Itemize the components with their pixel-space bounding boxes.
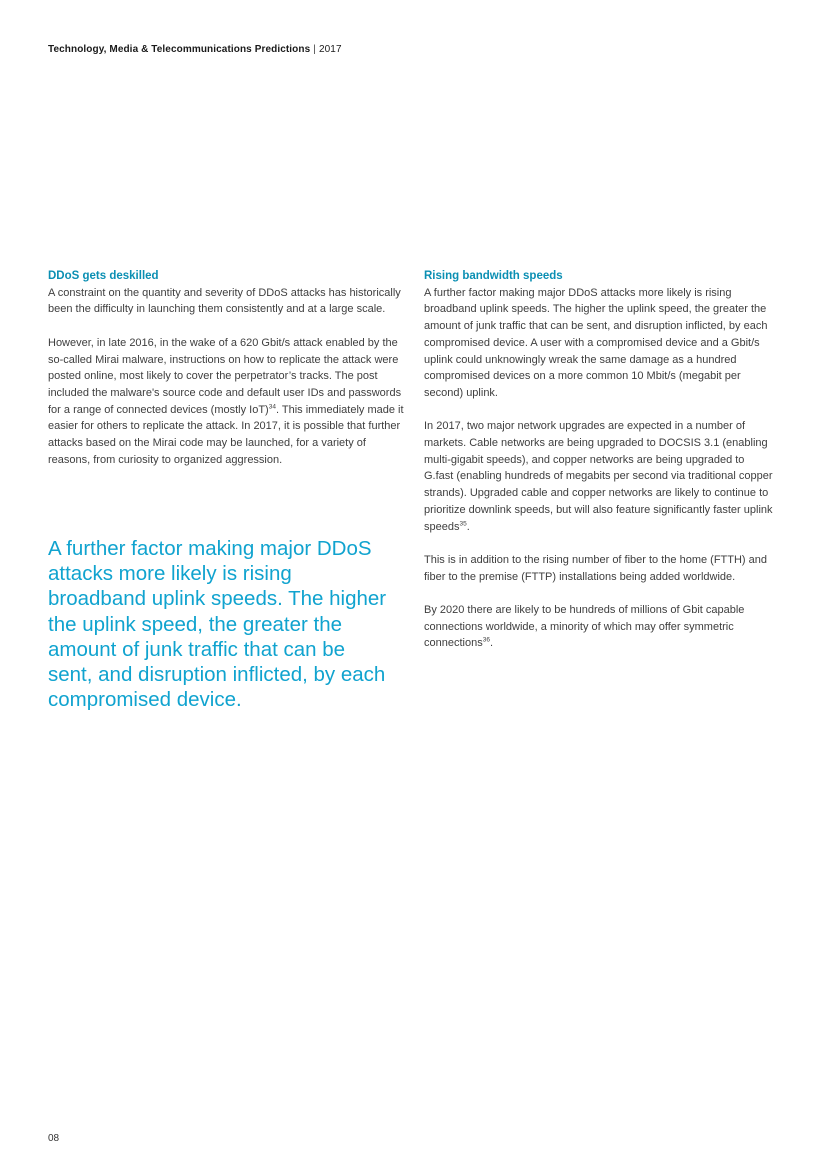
footnote-ref: 35 bbox=[459, 519, 467, 527]
section-heading-bandwidth-speeds: Rising bandwidth speeds bbox=[424, 270, 563, 282]
page-number: 08 bbox=[48, 1133, 60, 1144]
pull-quote: A further factor making major DDoS attacks more likely is rising broadband uplink speeds. The higher the uplink speed, the greater the amount of junk traffic that can be sent, and disruption inflicted, by each compromised device. bbox=[48, 537, 387, 712]
paragraph: A constraint on the quantity and severity of DDoS attacks has historically been the difficulty in launching them consistently and at a large scale. bbox=[48, 286, 401, 316]
paragraph-text: . This immediately made it easier for others to replicate the attack. In 2017, it is possible that further attacks based on the Mirai code may be launched, for a variety of reasons, from curiosity to organized aggression. bbox=[48, 403, 404, 466]
right-column bbox=[424, 268, 776, 669]
paragraph: A further factor making major DDoS attacks more likely is rising broadband uplink speeds. The higher the uplink speed, the greater the amount of junk traffic that can be sent, and disruption inflicted, by each compromised device. A user with a compromised device and a Gbit/s uplink could unknowingly wreak the same damage as a hundred compromised devices on a more common 10 Mbit/s (megabit per second) uplink. bbox=[424, 286, 768, 399]
paragraph-text: In 2017, two major network upgrades are expected in a number of markets. Cable networks are being upgraded to DOCSIS 3.1 (enabling multi-gigabit speeds), and copper networks are being upgraded to G.fast (enabling hundreds of megabits per second via traditional copper strands). Upgraded cable and copper networks are likely to continue to prioritize downlink speeds, but will also feature significantly faster uplink speeds bbox=[424, 420, 773, 533]
paragraph bbox=[424, 418, 776, 535]
paragraph bbox=[48, 335, 406, 469]
paragraph bbox=[424, 602, 776, 652]
paragraph-text: However, in late 2016, in the wake of a 620 Gbit/s attack enabled by the so-called Mirai malware, instructions on how to replicate the attack were posted online, most likely to cover the perpetrator’s tracks. The post included the malware's source code and default user IDs and passwords for a range of connected devices (mostly IoT) bbox=[48, 336, 402, 416]
footnote-ref: 34 bbox=[268, 402, 276, 410]
paragraph-text: By 2020 there are likely to be hundreds of millions of Gbit capable connections worldwide, a minority of which may offer symmetric connections bbox=[424, 604, 745, 650]
header-year: 2017 bbox=[318, 44, 342, 55]
section-heading-ddos-deskilled: DDoS gets deskilled bbox=[48, 270, 159, 282]
header-title: Technology, Media & Telecommunications Predictions bbox=[48, 44, 311, 55]
running-header bbox=[48, 44, 342, 55]
paragraph-text: . bbox=[489, 637, 494, 650]
footnote-ref: 36 bbox=[482, 636, 490, 644]
left-column bbox=[48, 268, 406, 485]
header-separator: | bbox=[313, 44, 316, 55]
paragraph: This is in addition to the rising number of fiber to the home (FTTH) and fiber to the premise (FTTP) installations being added worldwide. bbox=[424, 553, 767, 583]
paragraph-text: . bbox=[466, 520, 470, 533]
